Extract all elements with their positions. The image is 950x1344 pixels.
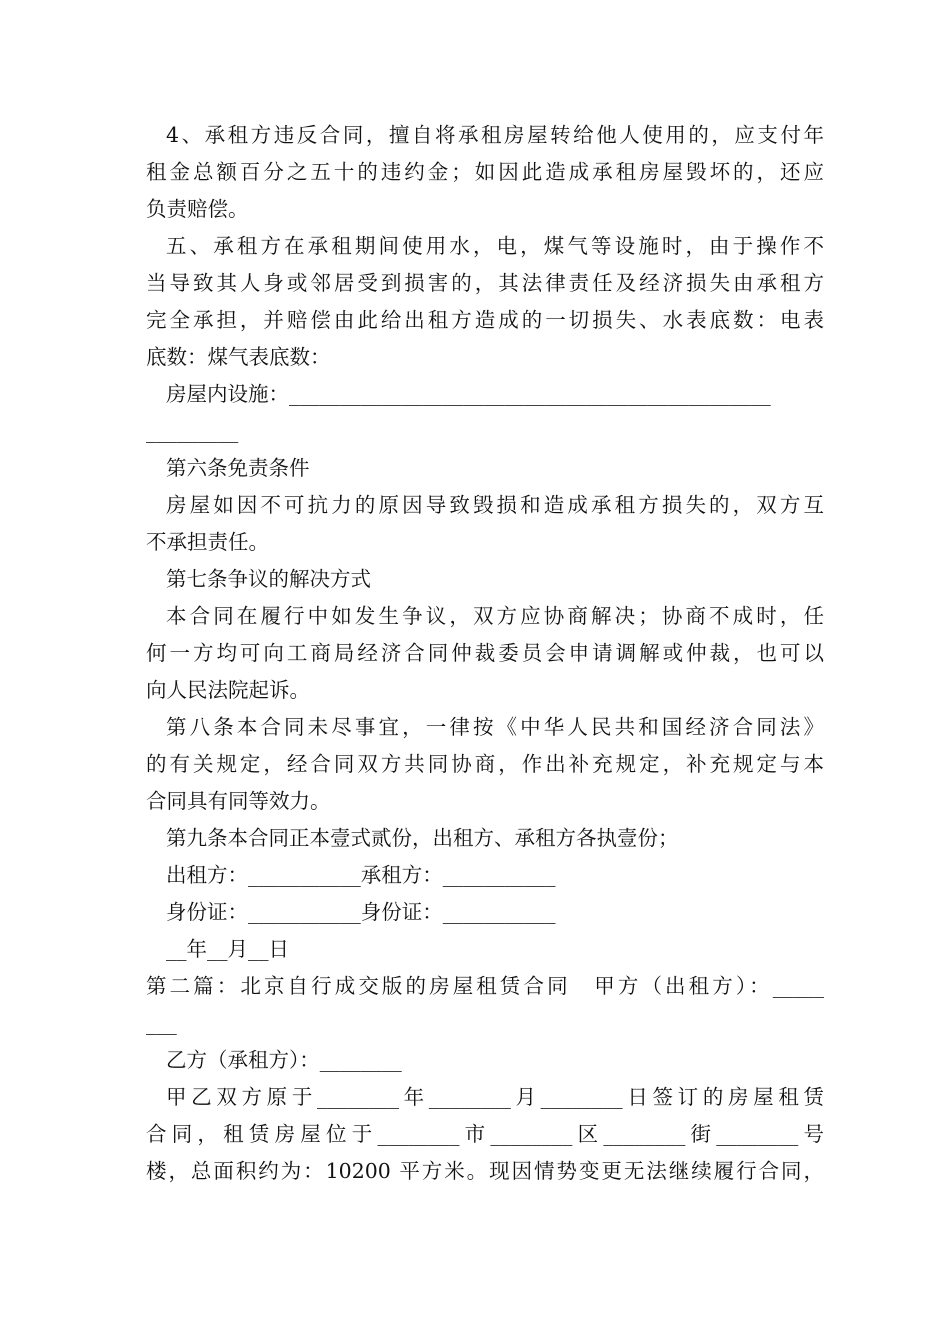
- text-line: 负责赔偿。: [146, 197, 249, 221]
- text-line: 的有关规定，经合同双方共同协商，作出补充规定，补充规定与本: [146, 752, 824, 776]
- section-heading: 第六条免责条件: [166, 456, 310, 480]
- text-line: _________: [146, 419, 239, 443]
- text-line: 楼，总面积约为：10200 平方米。现因情势变更无法继续履行合同，: [146, 1159, 824, 1183]
- text-line: 甲乙双方原于________年________月________日签订的房屋租赁: [166, 1085, 824, 1109]
- text-line: ___: [146, 1011, 177, 1035]
- text-line: 底数：煤气表底数：: [146, 345, 331, 369]
- text-line: 完全承担，并赔偿由此给出租方造成的一切损失、水表底数：电表: [146, 308, 824, 332]
- text-line: 向人民法院起诉。: [146, 678, 310, 702]
- section-title: 第二篇：北京自行成交版的房屋租赁合同 甲方（出租方）：_____: [146, 974, 824, 998]
- section-heading: 第七条争议的解决方式: [166, 567, 371, 591]
- text-line: 合同具有同等效力。: [146, 789, 331, 813]
- text-line: 何一方均可向工商局经济合同仲裁委员会申请调解或仲裁，也可以: [146, 641, 824, 665]
- text-line: 合同，租赁房屋位于________市________区________街________号: [146, 1122, 824, 1146]
- text-line: 五、承租方在承租期间使用水，电，煤气等设施时，由于操作不: [166, 234, 824, 258]
- text-line: 当导致其人身或邻居受到损害的，其法律责任及经济损失由承租方: [146, 271, 824, 295]
- party-line: 乙方（承租方）：________: [166, 1048, 402, 1072]
- text-line: 不承担责任。: [146, 530, 269, 554]
- text-line: 房屋如因不可抗力的原因导致毁损和造成承租方损失的，双方互: [166, 493, 824, 517]
- text-line: 房屋内设施：_______________________________________________: [166, 382, 771, 406]
- signature-line: 出租方：___________承租方：___________: [166, 863, 556, 887]
- id-line: 身份证：___________身份证：___________: [166, 900, 556, 924]
- text-line: 本合同在履行中如发生争议，双方应协商解决；协商不成时，任: [166, 604, 824, 628]
- text-line: 第九条本合同正本壹式贰份，出租方、承租方各执壹份；: [166, 826, 679, 850]
- text-line: 租金总额百分之五十的违约金；如因此造成承租房屋毁坏的，还应: [146, 160, 824, 184]
- text-line: 4、承租方违反合同，擅自将承租房屋转给他人使用的，应支付年: [166, 123, 824, 147]
- text-line: 第八条本合同未尽事宜，一律按《中华人民共和国经济合同法》: [166, 715, 824, 739]
- date-line: __年__月__日: [166, 937, 289, 961]
